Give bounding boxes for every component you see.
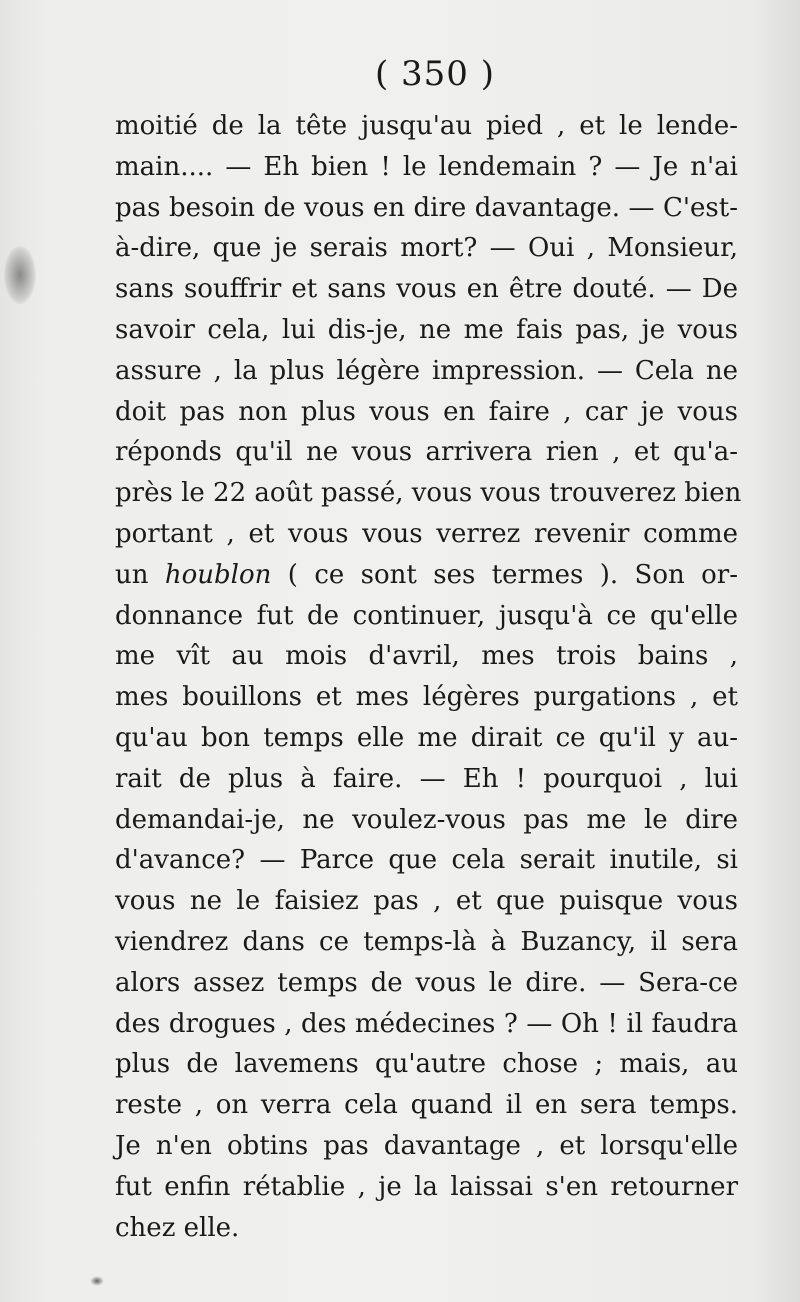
text-line: me vît au mois d'avril, mes trois bains , <box>115 641 738 672</box>
text-line: alors assez temps de vous le dire. — Sera-ce <box>115 967 738 998</box>
text-line: des drogues , des médecines ? — Oh ! il faudra <box>115 1008 738 1039</box>
text-line: viendrez dans ce temps-là à Buzancy, il sera <box>115 926 738 957</box>
text-line: reste , on verra cela quand il en sera temps. <box>115 1090 738 1121</box>
text-line: pas besoin de vous en dire davantage. — C'est- <box>115 192 738 223</box>
text-line: mes bouillons et mes légères purgations , et <box>115 682 738 713</box>
text-line: plus de lavemens qu'autre chose ; mais, au <box>115 1049 738 1080</box>
page-number: ( 350 ) <box>374 54 496 94</box>
ink-speck <box>90 1276 104 1286</box>
body-text <box>115 106 742 1248</box>
text-line: doit pas non plus vous en faire , car je vous <box>115 396 738 427</box>
text-line: près le 22 août passé, vous vous trouverez bien <box>115 478 742 509</box>
text-line: portant , et vous vous verrez revenir comme <box>115 518 738 549</box>
italic-word: houblon <box>164 559 272 590</box>
text-segment: ( ce sont ses termes ). Son or- <box>271 559 738 590</box>
text-line: main.... — Eh bien ! le lendemain ? — Je n'ai <box>115 151 738 182</box>
text-line: moitié de la tête jusqu'au pied , et le lende- <box>115 111 738 141</box>
text-line: sans souffrir et sans vous en être douté. — De <box>115 274 738 305</box>
text-segment: un <box>115 559 165 590</box>
text-line: vous ne le faisiez pas , et que puisque vous <box>115 886 738 917</box>
text-line: réponds qu'il ne vous arrivera rien , et qu'a- <box>115 437 738 468</box>
text-line: assure , la plus légère impression. — Cela ne <box>115 355 738 386</box>
text-line: fut enfin rétablie , je la laissai s'en retourner <box>115 1171 738 1202</box>
text-line: à-dire, que je serais mort? — Oui , Monsieur, <box>115 233 738 264</box>
text-line-with-italic <box>115 555 738 596</box>
text-line-final: chez elle. <box>115 1212 240 1243</box>
text-line: d'avance? — Parce que cela serait inutile, si <box>115 845 738 876</box>
text-line: rait de plus à faire. — Eh ! pourquoi , lui <box>115 763 738 794</box>
text-line: donnance fut de continuer, jusqu'à ce qu'elle <box>115 600 738 631</box>
ink-smudge <box>4 246 36 304</box>
text-line: demandai-je, ne voulez-vous pas me le dire <box>115 804 738 835</box>
text-line: savoir cela, lui dis-je, ne me fais pas, je vous <box>115 314 738 345</box>
text-line: Je n'en obtins pas davantage , et lorsqu'elle <box>115 1130 738 1161</box>
text-line: qu'au bon temps elle me dirait ce qu'il y au- <box>115 722 738 753</box>
